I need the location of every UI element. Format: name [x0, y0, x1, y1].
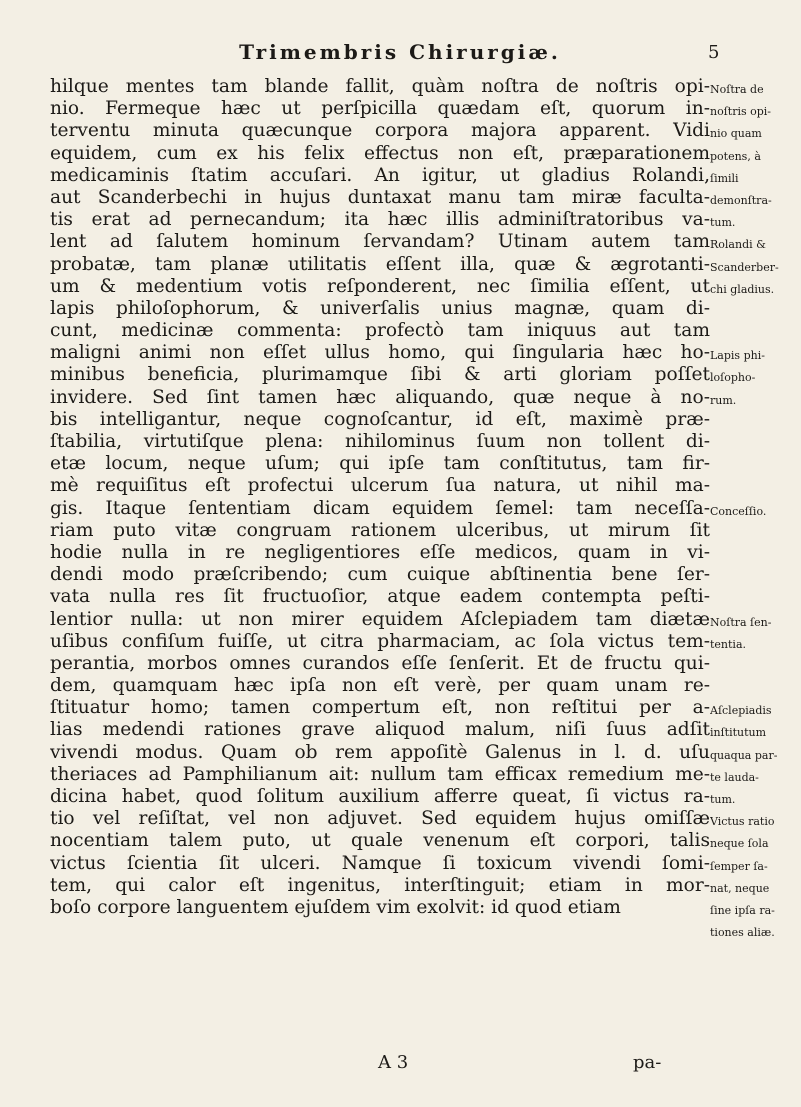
text-line: um & medentium votis reſponderent, nec ſimilia eſſent, ut	[50, 275, 710, 297]
margin-note-line: Aſclepiadis	[710, 704, 772, 718]
margin-note-line: Scanderber-	[710, 260, 779, 274]
text-line: lentior nulla: ut non mirer equidem Aſclepiadem tam diætæ	[50, 608, 710, 630]
margin-note-line: Victus ratio	[710, 815, 775, 829]
margin-note-line	[710, 657, 796, 679]
text-line: nocentiam talem puto, ut quale venenum eſt corpori, talis	[50, 830, 710, 852]
text-line: tem, qui calor eſt ingenitus, interſtinguit; etiam in mor-	[50, 874, 710, 896]
text-line: minibus beneficia, plurimamque ſibi & arti gloriam poſſet	[50, 364, 710, 386]
text-line: cunt, medicinæ commenta: profectò tam iniquus aut tam	[50, 320, 710, 342]
margin-note-line: rum.	[710, 393, 737, 407]
text-line: medicaminis ſtatim accuſari. An igitur, ut gladius Rolandi,	[50, 164, 710, 186]
margin-note-line	[710, 546, 796, 568]
text-line: dem, quamquam hæc ipſa non eſt verè, per quam unam re-	[50, 675, 710, 697]
text-line: lias medendi rationes grave aliquod malum, niſi ſuus adſit	[50, 719, 710, 741]
text-line: maligni animi non eſſet ullus homo, qui ſingularia hæc ho-	[50, 342, 710, 364]
text-line: hodie nulla in re negligentiores eſſe medicos, quam in vi-	[50, 541, 710, 563]
text-line: ſtituatur homo; tamen compertum eſt, non reſtitui per a-	[50, 697, 710, 719]
margin-note-line: quaqua par-	[710, 748, 778, 762]
running-title: Trimembris Chirurgiæ.	[239, 40, 561, 64]
margin-note-line	[710, 524, 796, 546]
margin-note-line	[710, 568, 796, 590]
text-line: boſo corpore languentem ejuſdem vim exolvit: id quod etiam	[50, 896, 621, 918]
margin-note-line: ſimili	[710, 171, 739, 185]
margin-note-line: Noſtra de	[710, 83, 764, 96]
text-line: mè requiſitus eſt profectui ulcerum ſua natura, ut nihil ma-	[50, 475, 710, 497]
margin-note-line: Lapis phi-	[710, 349, 765, 363]
margin-note-line: ſine ipſa ra-	[710, 903, 775, 917]
margin-note-line	[710, 679, 796, 701]
text-line: invidere. Sed ſint tamen hæc aliquando, quæ neque à no-	[50, 386, 710, 408]
page-footer	[0, 1052, 801, 1076]
margin-note-line: potens, à	[710, 149, 761, 163]
text-line: victus ſcientia ſit ulceri. Namque ſi toxicum vivendi ſomi-	[50, 852, 710, 874]
text-line: uſibus confiſum fuiſſe, ut citra pharmaciam, ac ſola victus tem-	[50, 630, 710, 652]
text-line: vata nulla res ſit fructuoſior, atque eadem contempta peſti-	[50, 586, 710, 608]
text-line: aut Scanderbechi in hujus duntaxat manu tam miræ faculta-	[50, 186, 710, 208]
margin-note-line	[710, 413, 796, 435]
text-line: ſtabilia, virtutiſque plena: nihilominus ſuum non tollent di-	[50, 431, 710, 452]
main-text-block	[50, 76, 710, 919]
margin-note-line	[710, 435, 796, 457]
margin-note-line: noſtris opi-	[710, 105, 772, 119]
text-line: dicina habet, quod ſolitum auxilium afferre queat, ſi victus ra-	[50, 786, 710, 807]
margin-note-line: inſtitutum	[710, 726, 767, 740]
margin-note-line: Rolandi &	[710, 238, 766, 252]
margin-note-line: tum.	[710, 216, 736, 230]
margin-note-line: tentia.	[710, 637, 747, 651]
text-line: tio vel reſiſtat, vel non adjuvet. Sed equidem hujus omiſſæ	[50, 808, 710, 830]
text-line: probatæ, tam planæ utilitatis eſſent illa, quæ & ægrotanti-	[50, 253, 710, 275]
text-line: gis. Itaque ſententiam dicam equidem ſemel: tam neceſſa-	[50, 497, 710, 519]
text-line: lent ad ſalutem hominum ſervandam? Utinam autem tam	[50, 231, 710, 253]
signature-mark: A 3	[378, 1052, 409, 1073]
catchword: pa-	[633, 1052, 662, 1073]
text-line: perantia, morbos omnes curandos eſſe ſenſerit. Et de fructu qui-	[50, 652, 710, 674]
margin-note-line	[710, 457, 796, 479]
text-line: riam puto vitæ congruam rationem ulceribus, ut mirum ſit	[50, 519, 710, 541]
margin-note-line: nat, neque	[710, 881, 770, 895]
text-line: lapis philoſophorum, & univerſalis unius magnæ, quam di-	[50, 297, 710, 319]
margin-note-line	[710, 590, 796, 612]
margin-note-line: neque ſola	[710, 837, 769, 851]
text-line: etæ locum, neque uſum; qui ipſe tam conſtitutus, tam fir-	[50, 453, 710, 475]
margin-note-line: demonſtra-	[710, 193, 772, 207]
margin-note-line: ſemper ſa-	[710, 859, 768, 873]
page-number: 5	[708, 42, 720, 63]
margin-note-line: Conceſſio.	[710, 504, 767, 518]
margin-note-line: tiones aliæ.	[710, 926, 775, 940]
text-line: theriaces ad Pamphilianum ait: nullum tam efficax remedium me-	[50, 763, 710, 785]
text-line: tis erat ad pernecandum; ita hæc illis adminiſtratoribus va-	[50, 209, 710, 231]
text-line: equidem, cum ex his felix effectus non eſt, præparationem	[50, 142, 710, 164]
margin-note-line: nio quam	[710, 127, 762, 141]
text-line: bis intelligantur, neque cognoſcantur, id eſt, maximè præ-	[50, 408, 710, 430]
text-line: vivendi modus. Quam ob rem appoſitè Galenus in l. d. uſu	[50, 741, 710, 763]
margin-note-line: te lauda-	[710, 770, 759, 784]
margin-note-line: tum.	[710, 793, 736, 806]
margin-note-line	[710, 302, 796, 324]
margin-note-line: Noſtra ſen-	[710, 615, 772, 629]
margin-note-line	[710, 479, 796, 501]
text-line: terventu minuta quæcunque corpora majora apparent. Vidi	[50, 120, 710, 142]
marginal-notes	[710, 80, 796, 945]
text-line: nio. Fermeque hæc ut perſpicilla quædam eſt, quorum in-	[50, 98, 710, 120]
text-line: dendi modo præſcribendo; cum cuique abſtinentia bene ſer-	[50, 564, 710, 586]
margin-note-line: chi gladius.	[710, 282, 775, 296]
margin-note-line: loſopho-	[710, 371, 756, 385]
text-line: hilque mentes tam blande fallit, quàm noſtra de noſtris opi-	[50, 76, 710, 97]
margin-note-line	[710, 324, 796, 346]
